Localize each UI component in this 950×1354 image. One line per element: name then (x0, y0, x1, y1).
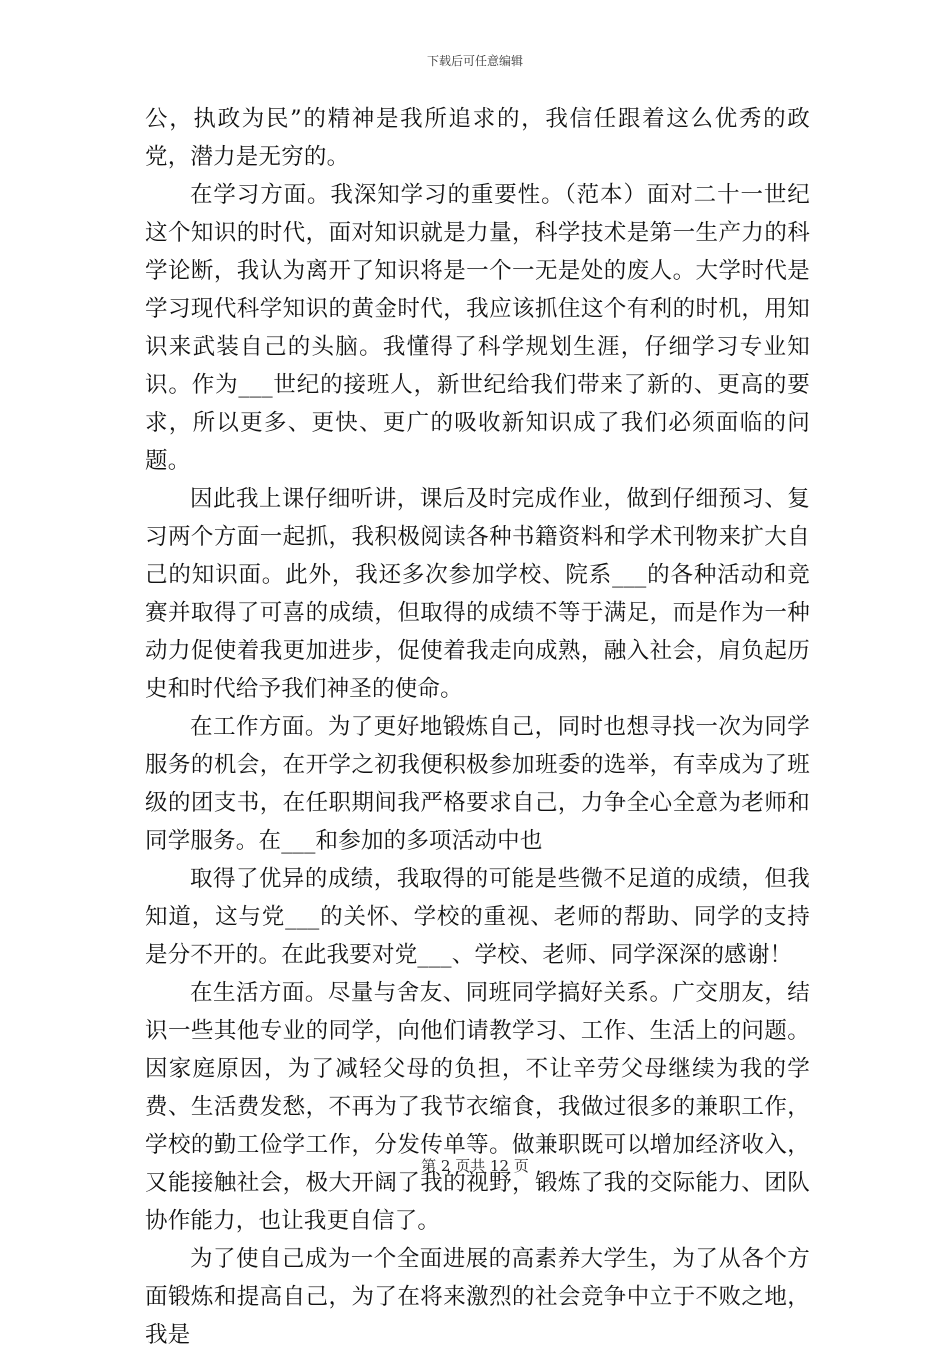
paragraph-development: 为了使自己成为一个全面进展的高素养大学生，为了从各个方面锻炼和提高自己，为了在将来激烈的社会竞争中立于不败之地，我是 (145, 1246, 810, 1348)
page-header: 下载后可任意编辑 (426, 54, 523, 68)
page-number: 第 2 页共 12 页 (421, 1157, 529, 1175)
paragraph-study-continued: 因此我上课仔细听讲，课后及时完成作业，做到仔细预习、复习两个方面一起抓，我积极阅读各种书籍资料和学术刊物来扩大自己的知识面。此外，我还多次参加学校、院系___的各种活动和竞赛并取得了可喜的成绩，但取得的成绩不等于满足，而是作为一种动力促使着我更加进步，促使着我走向成熟，融入社会，肩负起历史和时代给予我们神圣的使命。 (145, 486, 810, 702)
paragraph-continuation: 公，执政为民”的精神是我所追求的，我信任跟着这么优秀的政党，潜力是无穷的。 (145, 106, 810, 170)
paragraph-achievements: 取得了优异的成绩，我取得的可能是些微不足道的成绩，但我知道，这与党___的关怀、学校的重视、老师的帮助、同学的支持是分不开的。在此我要对党___、学校、老师、同学深深的感谢！ (145, 866, 810, 968)
paragraph-life: 在生活方面。尽量与舍友、同班同学搞好关系。广交朋友，结识一些其他专业的同学，向他们请教学习、工作、生活上的问题。因家庭原因，为了减轻父母的负担，不让辛劳父母继续为我的学费、生活费发愁，不再为了我节衣缩食，我做过很多的兼职工作，学校的勤工俭学工作，分发传单等。做兼职既可以增加经济收入，又能接触社会，极大开阔了我的视野，锻炼了我的交际能力、团队协作能力，也让我更自信了。 (145, 980, 810, 1234)
paragraph-study: 在学习方面。我深知学习的重要性。（范本）面对二十一世纪这个知识的时代，面对知识就是力量，科学技术是第一生产力的科学论断，我认为离开了知识将是一个一无是处的废人。大学时代是学习现代科学知识的黄金时代，我应该抓住这个有利的时机，用知识来武装自己的头脑。我懂得了科学规划生涯，仔细学习专业知识。作为___世纪的接班人，新世纪给我们带来了新的、更高的要求，所以更多、更快、更广的吸收新知识成了我们必须面临的问题。 (145, 182, 810, 474)
paragraph-work: 在工作方面。为了更好地锻炼自己，同时也想寻找一次为同学服务的机会，在开学之初我便积极参加班委的选举，有幸成为了班级的团支书，在任职期间我严格要求自己，力争全心全意为老师和同学服务。在___和参加的多项活动中也 (145, 714, 810, 854)
